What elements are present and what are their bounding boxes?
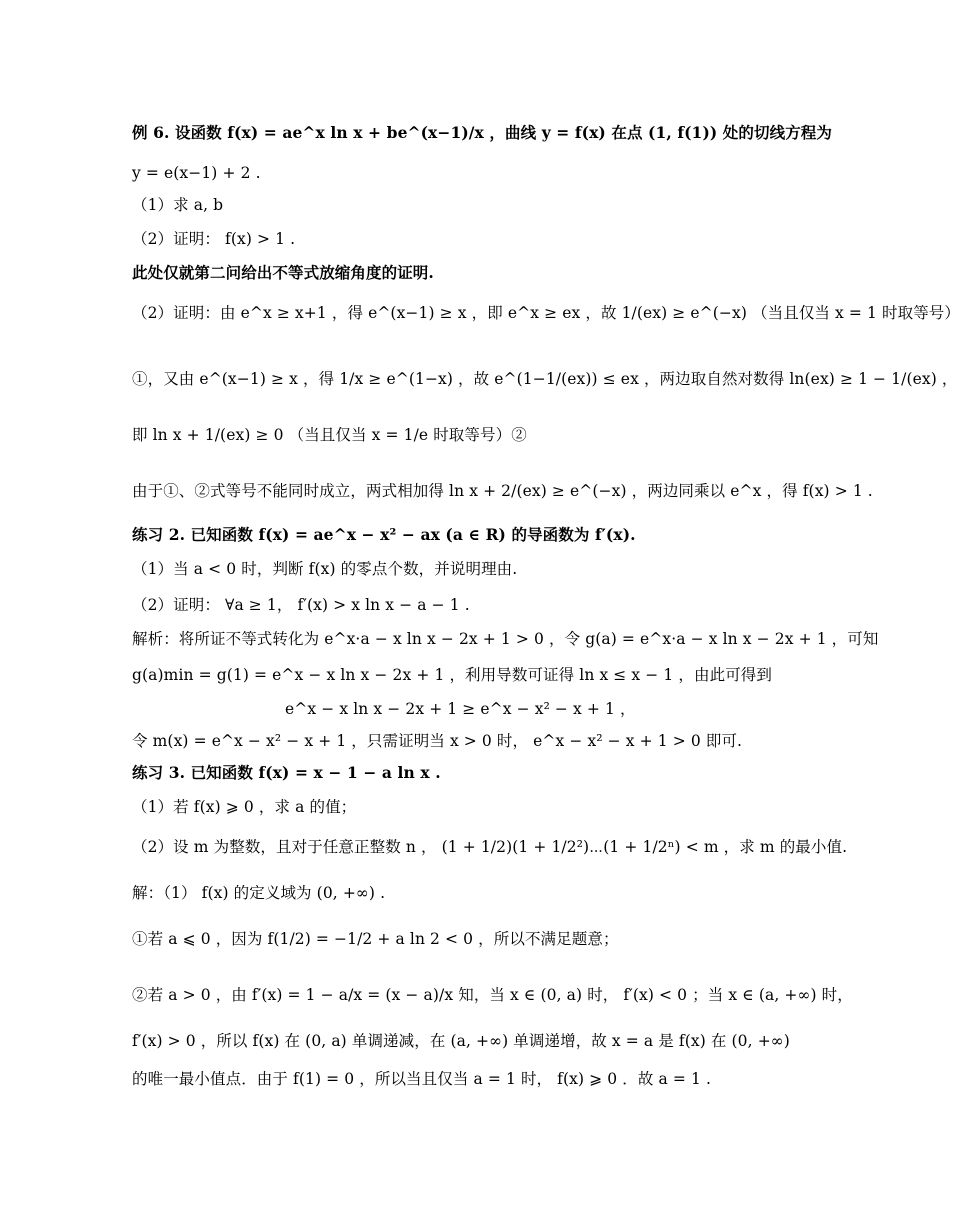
tangent-line-equation: y = e(x−1) + 2 . — [132, 164, 261, 182]
exercise-2-analysis-1: 解析：将所证不等式转化为 e^x·a − x ln x − 2x + 1 > 0 ，令 g(a) = e^x·a − x ln x − 2x + 1 ，可知 — [132, 630, 879, 648]
proof-step-1: （2）证明：由 e^x ≥ x+1 ，得 e^(x−1) ≥ x ，即 e^x ≥ ex ，故 1/(ex) ≥ e^(−x) （当且仅当 x = 1 时取等号） — [132, 304, 960, 322]
exercise-2-statement: 练习 2. 已知函数 f(x) = ae^x − x² − ax (a ∈ R) 的导函数为 f′(x). — [132, 525, 636, 544]
exercise-3-part-1: （1）若 f(x) ⩾ 0 ，求 a 的值； — [132, 798, 357, 816]
proof-step-3: 即 ln x + 1/(ex) ≥ 0 （当且仅当 x = 1/e 时取等号）② — [132, 426, 527, 444]
proof-conclusion: 由于①、②式等号不能同时成立，两式相加得 ln x + 2/(ex) ≥ e^(−x) ，两边同乘以 e^x ，得 f(x) > 1 . — [132, 482, 873, 500]
exercise-3-statement: 练习 3. 已知函数 f(x) = x − 1 − a ln x . — [132, 763, 441, 782]
proof-step-2: ①，又由 e^(x−1) ≥ x ，得 1/x ≥ e^(1−x) ，故 e^(1−1/(ex)) ≤ ex ，两边取自然对数得 ln(ex) ≥ 1 − 1/(ex) ， — [132, 370, 958, 388]
exercise-2-analysis-3: 令 m(x) = e^x − x² − x + 1 ，只需证明当 x > 0 时， e^x − x² − x + 1 > 0 即可. — [132, 732, 743, 750]
part-1-question: （1）求 a, b — [132, 196, 224, 214]
exercise-2-part-1: （1）当 a < 0 时，判断 f(x) 的零点个数，并说明理由. — [132, 560, 518, 578]
solution-conclusion: 的唯一最小值点．由于 f(1) = 0 ，所以当且仅当 a = 1 时， f(x) ⩾ 0 ．故 a = 1 . — [132, 1070, 712, 1088]
solution-case-2-cont: f′(x) > 0 ，所以 f(x) 在 (0, a) 单调递减，在 (a, +∞) 单调递增，故 x = a 是 f(x) 在 (0, +∞) — [132, 1032, 790, 1050]
proof-intro: 此处仅就第二问给出不等式放缩角度的证明. — [132, 263, 434, 282]
exercise-3-part-2: （2）设 m 为整数，且对于任意正整数 n ， (1 + 1/2)(1 + 1/2²)⋯(1 + 1/2ⁿ) < m ，求 m 的最小值. — [132, 838, 848, 856]
example-6-statement: 例 6. 设函数 f(x) = ae^x ln x + be^(x−1)/x ，曲线 y = f(x) 在点 (1, f(1)) 处的切线方程为 — [132, 123, 833, 142]
exercise-2-part-2: （2）证明： ∀a ≥ 1， f′(x) > x ln x − a − 1 . — [132, 596, 470, 614]
solution-domain: 解：（1） f(x) 的定义域为 (0, +∞) . — [132, 884, 386, 902]
exercise-2-inequality: e^x − x ln x − 2x + 1 ≥ e^x − x² − x + 1 ， — [285, 700, 636, 718]
part-2-question: （2）证明： f(x) > 1 . — [132, 230, 296, 248]
solution-case-1: ①若 a ⩽ 0 ，因为 f(1/2) = −1/2 + a ln 2 < 0 ，所以不满足题意； — [132, 930, 619, 948]
solution-case-2: ②若 a > 0 ，由 f′(x) = 1 − a/x = (x − a)/x 知，当 x ∈ (0, a) 时， f′(x) < 0 ；当 x ∈ (a, +∞) 时， — [132, 986, 853, 1004]
exercise-2-analysis-2: g(a)min = g(1) = e^x − x ln x − 2x + 1 ，利用导数可证得 ln x ≤ x − 1 ，由此可得到 — [132, 666, 772, 684]
